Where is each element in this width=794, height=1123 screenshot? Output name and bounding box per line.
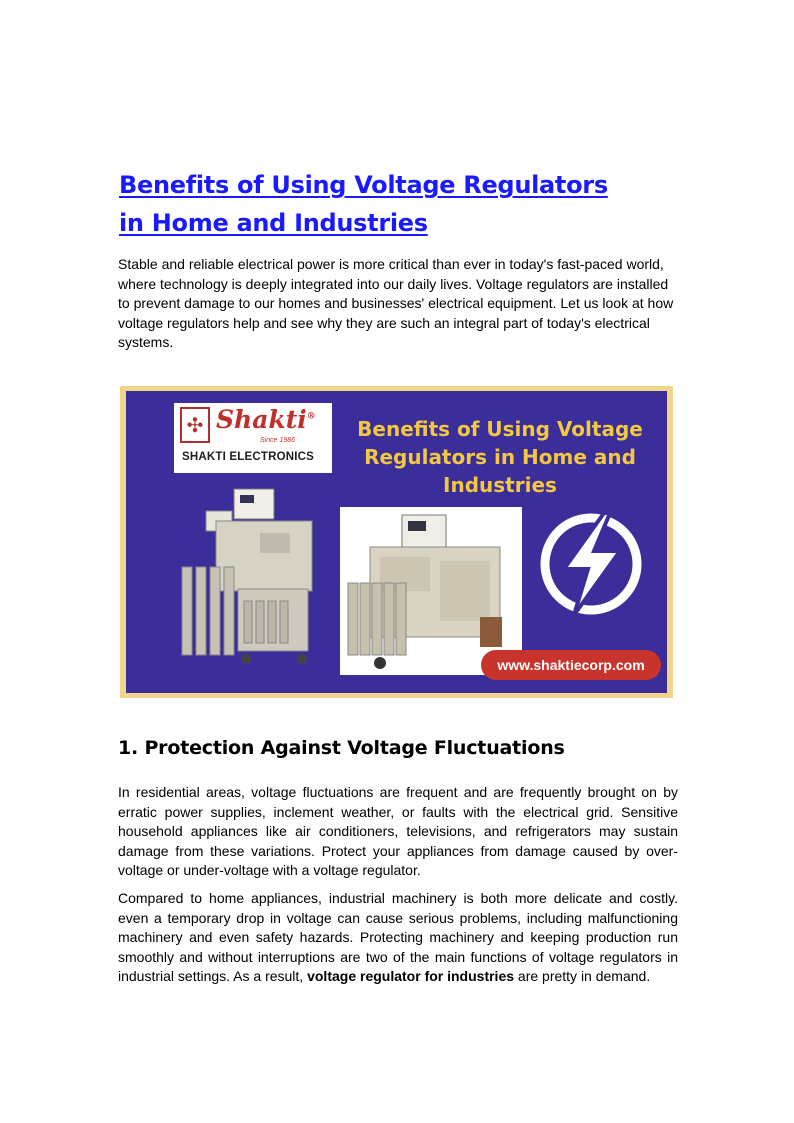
logo-company-name: SHAKTI ELECTRONICS bbox=[182, 451, 315, 463]
article-title-link[interactable]: Benefits of Using Voltage Regulators in Home and Industries bbox=[119, 171, 608, 237]
voltage-regulator-machine-left bbox=[176, 481, 326, 671]
banner-url: www.shaktiecorp.com bbox=[481, 650, 661, 680]
company-logo bbox=[174, 403, 332, 473]
section-paragraph-1: In residential areas, voltage fluctuations are frequent and are frequently brought on by erratic power supplies, inclement weather, or faults with the electrical grid. Sensitive household appliances like air conditioners, televisions, and refrigerators may sustain damage from these variations. Protect your appliances from damage caused by over-voltage or under-voltage with a voltage regulator. bbox=[118, 784, 678, 878]
paragraph-text-end: are pretty in demand. bbox=[514, 968, 651, 984]
paragraph-text: Compared to home appliances, industrial machinery is both more delicate and costly. even a temporary drop in voltage can cause serious problems, including malfunctioning machinery and even safety hazards. Protecting machinery and keeping production run smoothly and without interruptions are two of the main functions of voltage regulators in industrial settings. As a result, bbox=[118, 890, 678, 984]
section-paragraph-2 bbox=[118, 889, 678, 987]
article-banner-image bbox=[120, 386, 673, 698]
logo-script-text: Shakti® bbox=[216, 405, 316, 434]
logo-since-text: Since 1986 bbox=[260, 437, 296, 444]
lightning-bolt-icon bbox=[536, 509, 646, 619]
bold-keyword: voltage regulator for industries bbox=[307, 968, 515, 984]
section-heading: 1. Protection Against Voltage Fluctuations bbox=[118, 737, 565, 759]
intro-paragraph: Stable and reliable electrical power is more critical than ever in today's fast-paced world, where technology is deeply integrated into our daily lives. Voltage regulators are installed to prevent damage to our homes and businesses' electrical equipment. Let us look at how voltage regulators help and see why they are such an integral part of today's electrical systems. bbox=[118, 256, 674, 350]
shakti-emblem-icon: ✣ bbox=[180, 407, 210, 443]
banner-background bbox=[126, 391, 667, 693]
banner-title: Benefits of Using Voltage Regulators in Home and Industries bbox=[357, 417, 643, 497]
